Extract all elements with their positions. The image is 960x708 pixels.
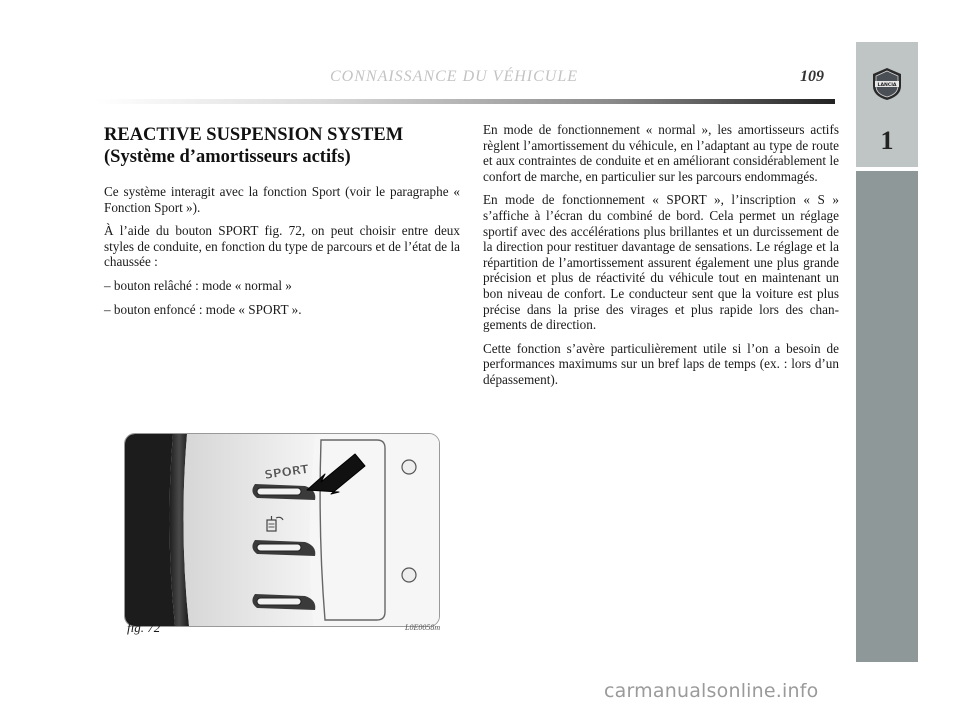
sport-button-illustration xyxy=(125,434,439,626)
lancia-logo-icon xyxy=(870,66,904,102)
svg-text:LANCIA: LANCIA xyxy=(877,83,897,88)
sport-button[interactable] xyxy=(257,488,301,495)
running-header-title: CONNAISSANCE DU VÉHICULE xyxy=(330,68,578,85)
sport-label: SPORT xyxy=(263,461,310,482)
list-item: – bouton enfoncé : mode « SPORT ». xyxy=(104,301,302,317)
section-title-line2: (Système d’amortisseurs actifs) xyxy=(104,147,351,167)
paragraph: Ce système interagit avec la fonction Sport (voir le paragraphe « Fonction Sport »). xyxy=(104,184,460,215)
paragraph: En mode de fonctionnement « SPORT », l’inscription « S » s’affiche à l’écran du combiné de bord. Cela permet un réglage sportif avec des accélérations plus brillantes et un durcissement de la direction pour restituer davantage de sensations. Le réglage et la répartition de l’amortissement assurent également une plus grande précision et plus de réactivité du véhicule tout en maintenant un bon niveau de confort. Le conducteur sent que la voiture est plus précise dans la prise des virages et plus rapide lors des changements de direction. xyxy=(483,192,839,333)
side-trim-panel xyxy=(309,434,439,626)
right-column xyxy=(483,122,839,396)
chapter-number: 1 xyxy=(880,126,894,155)
chapter-side-tab xyxy=(856,42,918,662)
section-title xyxy=(104,124,460,168)
list-item: – bouton relâché : mode « normal » xyxy=(104,277,292,293)
page-number: 109 xyxy=(800,68,824,85)
left-column xyxy=(104,124,460,325)
steering-wheel-rim xyxy=(125,434,175,626)
figure-code: L0E0058m xyxy=(405,623,441,632)
bottom-switch[interactable] xyxy=(257,598,301,605)
figure-sport-button xyxy=(124,433,440,627)
paragraph: En mode de fonctionnement « normal », les amortisseurs actifs règlent l’amortissement du véhicule, en l’adaptant au type de route et aux contraintes de conduite et en améliorant considérablement le confort de marche, en particulier sur les parcours endommagés. xyxy=(483,122,839,184)
trim-screw xyxy=(402,568,416,582)
header-rule xyxy=(95,99,835,104)
paragraph: Cette fonction s’avère particulièrement utile si l’on a besoin de performances maximums sur un bref laps de temps (ex. : lors d’un dépassement). xyxy=(483,340,839,387)
section-title-line1: REACTIVE SUSPENSION SYSTEM xyxy=(104,125,404,145)
paragraph: À l’aide du bouton SPORT fig. 72, on peut choisir entre deux styles de conduite, en fonction du type de parcours et de l’état de la chaussée : xyxy=(104,223,460,270)
watermark[interactable]: carmanualsonline.info xyxy=(604,680,819,702)
figure-caption: fig. 72 xyxy=(127,620,161,635)
trim-screw xyxy=(402,460,416,474)
side-tab-top xyxy=(856,42,918,171)
lower-switch[interactable] xyxy=(257,544,301,551)
